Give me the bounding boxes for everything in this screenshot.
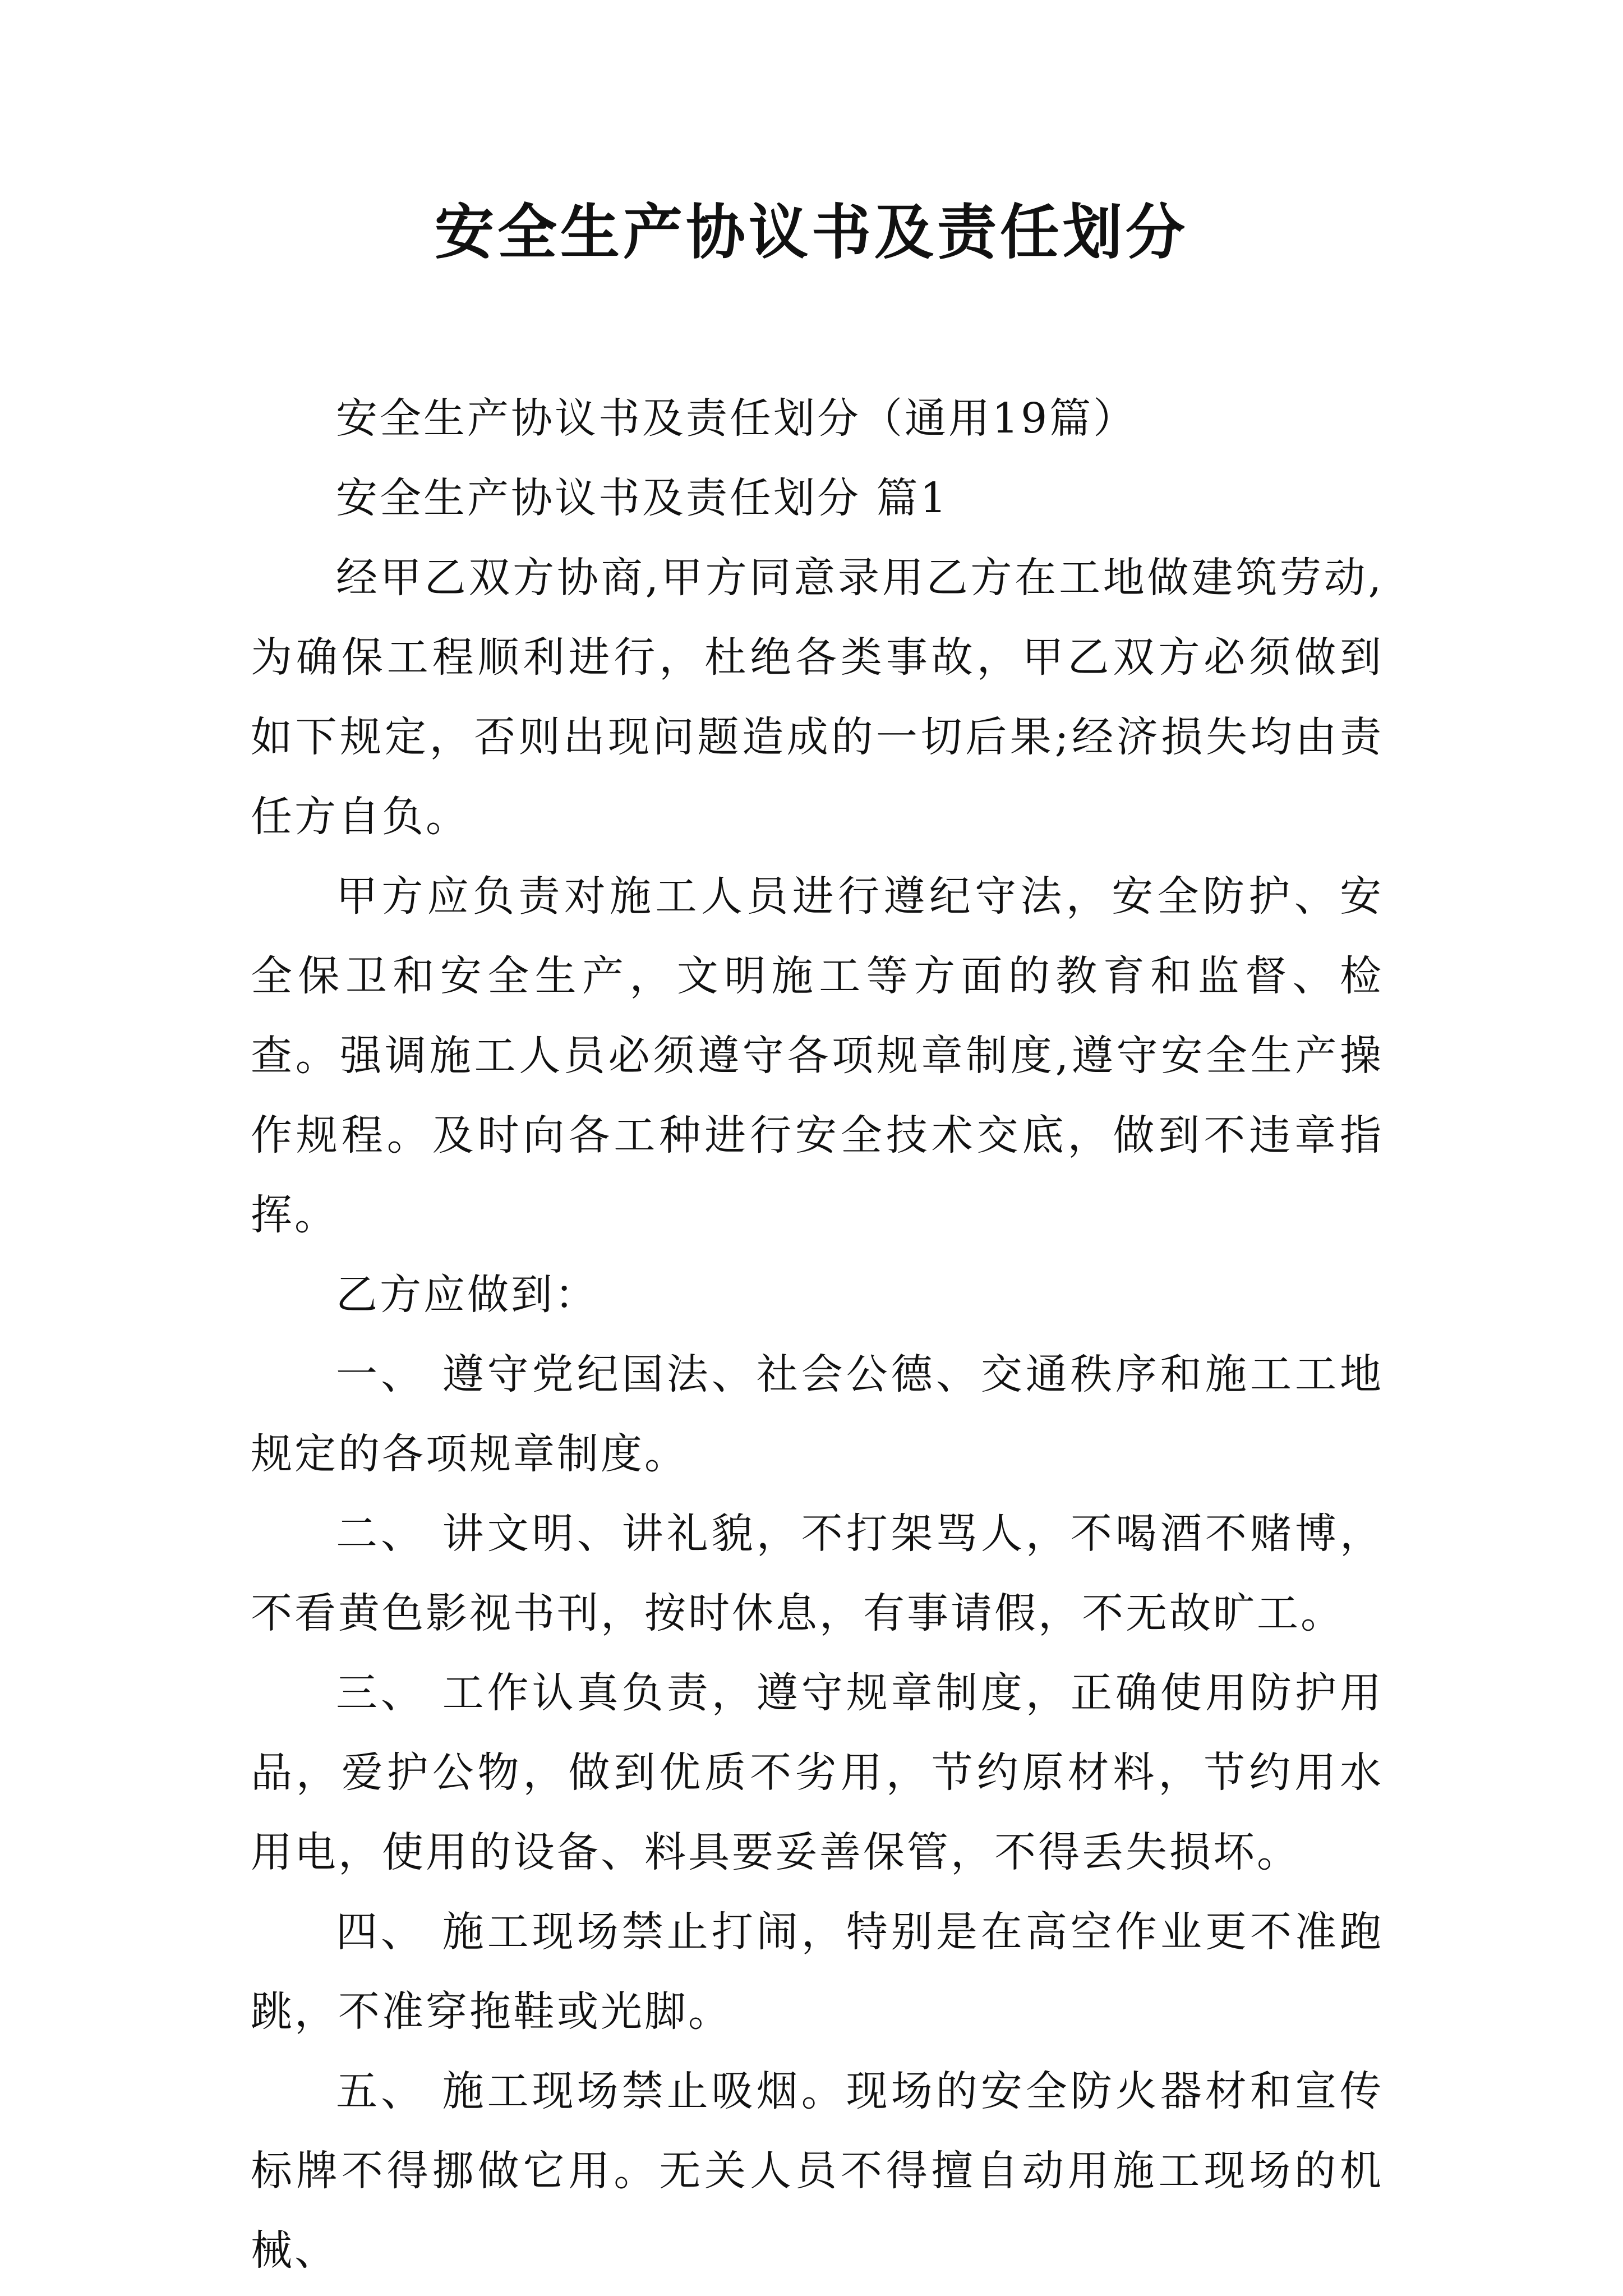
list-item: 二、 讲文明、讲礼貌，不打架骂人，不喝酒不赌博，不看黄色影视书刊，按时休息，有事请假，不无故旷工。 [251, 1510, 1384, 1637]
list-item: 五、 施工现场禁止吸烟。现场的安全防火器材和宣传标牌不得挪做它用。无关人员不得擅自动用施工现场的机械、 [251, 2067, 1384, 2275]
body-paragraph: 乙方应做到： [336, 1271, 598, 1319]
body-paragraph: 经甲乙双方协商,甲方同意录用乙方在工地做建筑劳动,为确保工程顺利进行，杜绝各类事故，甲乙双方必须做到如下规定，否则出现问题造成的一切后果;经济损失均由责任方自负。 [251, 554, 1384, 841]
list-item: 四、 施工现场禁止打闹，特别是在高空作业更不准跑跳，不准穿拖鞋或光脚。 [251, 1908, 1384, 2036]
list-item: 一、 遵守党纪国法、社会公德、交通秩序和施工工地规定的各项规章制度。 [251, 1350, 1384, 1478]
document-title: 安全生产协议书及责任划分 [435, 198, 1188, 267]
list-item: 三、 工作认真负责，遵守规章制度，正确使用防护用品，爱护公物，做到优质不劣用，节约原材料，节约用水用电，使用的设备、料具要妥善保管，不得丢失损坏。 [251, 1669, 1384, 1876]
subtitle-paragraph: 安全生产协议书及责任划分（通用19篇） [336, 394, 1137, 443]
document-body [251, 379, 1384, 2290]
section-heading: 安全生产协议书及责任划分 篇1 [336, 474, 949, 522]
body-paragraph: 甲方应负责对施工人员进行遵纪守法，安全防护、安全保卫和安全生产，文明施工等方面的教育和监督、检查。强调施工人员必须遵守各项规章制度,遵守安全生产操作规程。及时向各工种进行安全技术交底，做到不违章指挥。 [251, 872, 1384, 1239]
